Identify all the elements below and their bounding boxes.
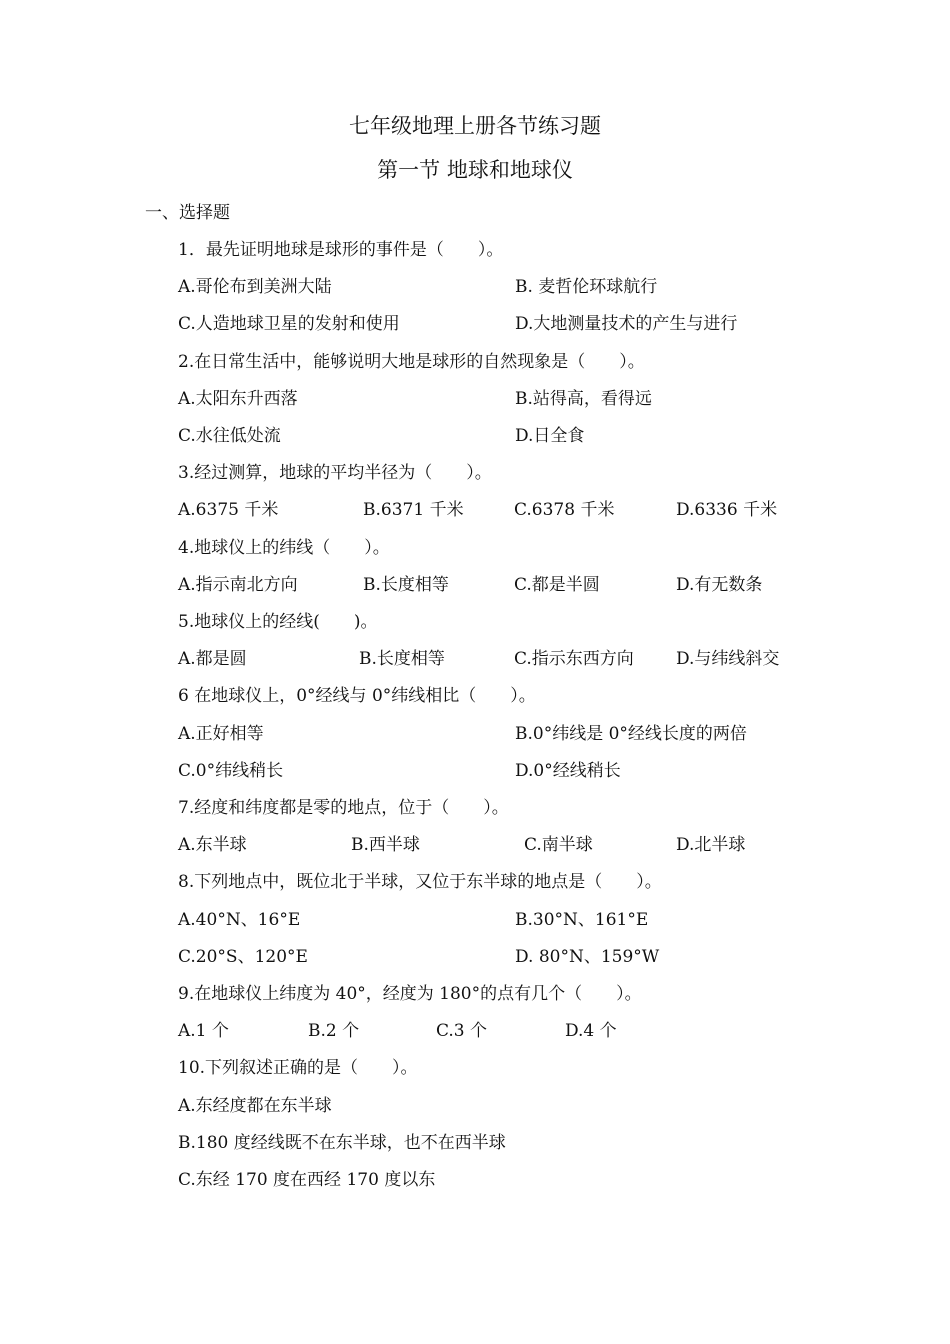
option-a: A.指示南北方向: [178, 574, 298, 595]
option-b: B.30°N、161°E: [515, 909, 649, 930]
option-b: B. 麦哲伦环球航行: [515, 277, 658, 298]
option-row: [178, 1168, 858, 1205]
option-row: [178, 387, 858, 424]
option-a: A.太阳东升西落: [178, 388, 298, 409]
option-a: A.正好相等: [178, 723, 264, 744]
option-b: B.长度相等: [363, 574, 449, 595]
option-c: C.人造地球卫星的发射和使用: [178, 314, 400, 335]
section-title: 第一节 地球和地球仪: [377, 158, 573, 182]
option-a: A.东经度都在东半球: [178, 1095, 332, 1116]
option-d: D.0°经线稍长: [515, 760, 621, 781]
question-stem: 4.地球仪上的纬线（ ）。: [178, 537, 390, 558]
option-d: D.北半球: [676, 835, 746, 856]
question-stem: 7.经度和纬度都是零的地点，位于（ ）。: [178, 798, 509, 818]
option-row: [178, 1131, 858, 1168]
question-stem: 1．最先证明地球是球形的事件是（ ）。: [178, 240, 504, 260]
option-c: C.都是半圆: [514, 574, 600, 595]
option-row: [178, 1019, 858, 1056]
option-row: [178, 498, 858, 535]
question-stem: 5.地球仪上的经线( )。: [178, 612, 378, 632]
option-row: [178, 908, 858, 945]
option-row: [178, 833, 858, 870]
option-b: B.6371 千米: [363, 500, 464, 521]
option-b: B.西半球: [351, 835, 420, 856]
option-d: D.日全食: [515, 426, 585, 446]
option-row: [178, 275, 858, 312]
option-b: B.长度相等: [359, 649, 445, 670]
option-a: A.6375 千米: [178, 500, 279, 521]
option-row: [178, 647, 858, 684]
option-c: C.东经 170 度在西经 170 度以东: [178, 1170, 436, 1190]
question-stem: 2.在日常生活中，能够说明大地是球形的自然现象是（ ）。: [178, 351, 645, 372]
option-d: D.与纬线斜交: [676, 649, 780, 670]
option-d: D.6336 千米: [676, 500, 778, 521]
question-stem: 9.在地球仪上纬度为 40°，经度为 180°的点有几个（ ）。: [178, 984, 642, 1004]
option-c: C.6378 千米: [514, 500, 615, 521]
option-a: A.1 个: [178, 1021, 229, 1042]
option-a: A.东半球: [178, 835, 247, 856]
option-c: C.0°纬线稍长: [178, 760, 284, 781]
option-row: [178, 759, 858, 796]
option-c: C.3 个: [436, 1021, 488, 1042]
option-row: [178, 1094, 858, 1131]
option-b: B.2 个: [308, 1021, 360, 1042]
question-type-heading: 一、选择题: [145, 203, 230, 223]
option-row: [178, 945, 858, 982]
option-row: [178, 312, 858, 349]
option-c: C.指示东西方向: [514, 649, 634, 670]
question-stem: 10.下列叙述正确的是（ ）。: [178, 1058, 418, 1079]
option-a: A.40°N、16°E: [178, 909, 301, 930]
question-stem: 3.经过测算，地球的平均半径为（ ）。: [178, 463, 492, 484]
option-b: B.180 度经线既不在东半球，也不在西半球: [178, 1132, 506, 1153]
question-stem: 8.下列地点中，既位北于半球，又位于东半球的地点是（ ）。: [178, 872, 662, 893]
option-row: [178, 424, 858, 461]
option-b: B.0°纬线是 0°经线长度的两倍: [515, 723, 747, 744]
option-d: D.有无数条: [676, 574, 763, 595]
option-a: A.哥伦布到美洲大陆: [178, 277, 332, 298]
option-c: C.水往低处流: [178, 426, 281, 446]
question-stem: 6 在地球仪上，0°经线与 0°纬线相比（ ）。: [178, 686, 536, 707]
option-c: C.南半球: [524, 835, 593, 856]
option-c: C.20°S、120°E: [178, 946, 308, 967]
option-d: D.4 个: [565, 1021, 617, 1042]
document-title: 七年级地理上册各节练习题: [349, 114, 601, 138]
option-d: D. 80°N、159°W: [515, 946, 660, 967]
option-a: A.都是圆: [178, 649, 247, 670]
option-b: B.站得高，看得远: [515, 388, 652, 409]
option-row: [178, 573, 858, 610]
option-d: D.大地测量技术的产生与进行: [515, 314, 738, 335]
option-row: [178, 722, 858, 759]
